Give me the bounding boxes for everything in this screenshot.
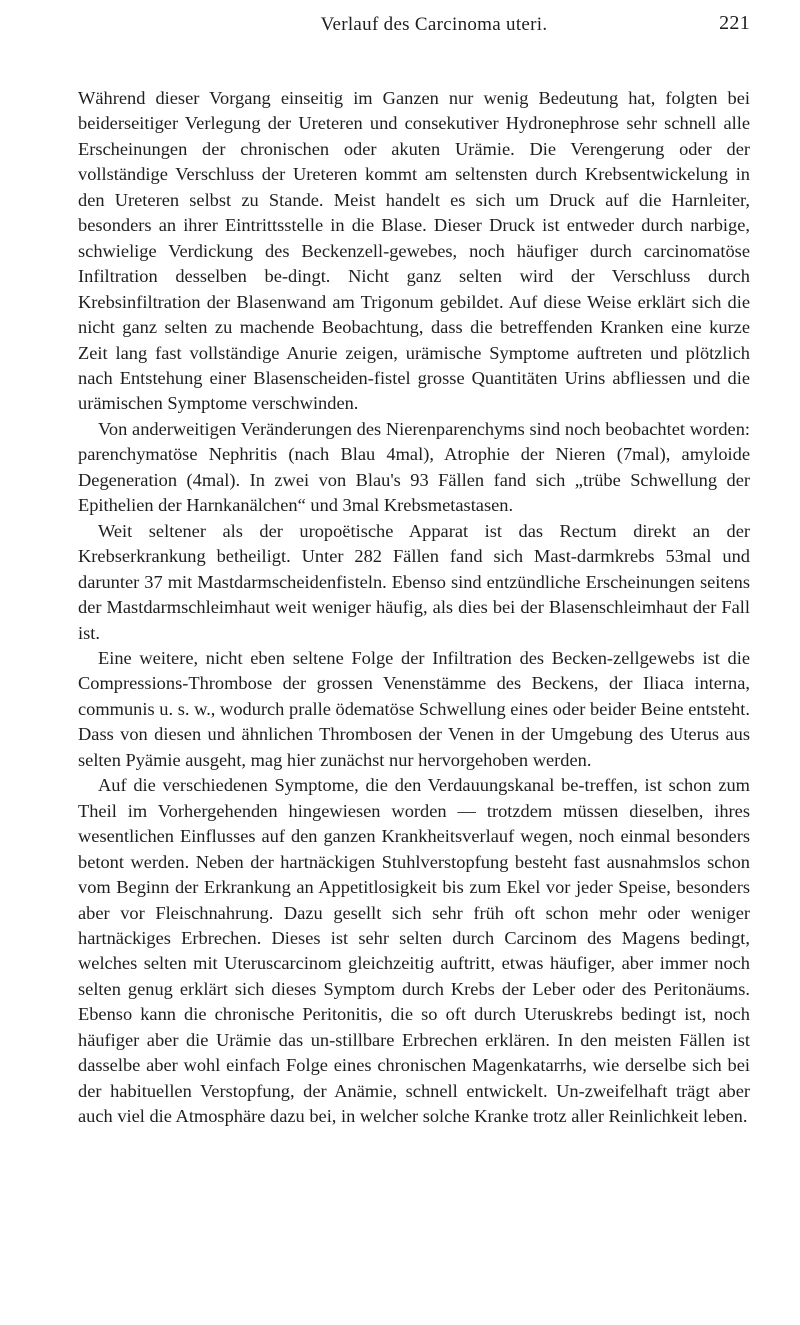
body-text [78,86,750,1130]
paragraph-rectum: Weit seltener als der uropoëtische Apparat ist das Rectum direkt an der Krebserkrankung betheiligt. Unter 282 Fällen fand sich Mast-darmkrebs 53mal und darunter 37 mit Mastdarmscheidenfisteln. Ebenso sind entzündliche Erscheinungen seitens der Mastdarmschleimhaut weit weniger häufig, als dies bei der Blasenschleimhaut der Fall ist. [78,520,750,643]
running-header [78,0,750,44]
paragraph-nierenparenchym: Von anderweitigen Veränderungen des Nierenparenchyms sind noch beobachtet worden: parenchymatöse Nephritis (nach Blau 4mal), Atrophie der Nieren (7mal), amyloide Degeneration (4mal). In zwei von Blau's 93 Fällen fand sich „trübe Schwellung der Epithelien der Harnkanälchen“ und 3mal Krebsmetastasen. [78,418,750,516]
running-title: Verlauf des Carcinoma uteri. [320,14,548,35]
paragraph-urämie: Während dieser Vorgang einseitig im Ganzen nur wenig Bedeutung hat, folgten bei beiderseitiger Verlegung der Ureteren und consekutiver Hydronephrose sehr schnell alle Erscheinungen der chronischen oder akuten Urämie. Die Verengerung oder der vollständige Verschluss der Ureteren kommt am seltensten durch Krebsentwickelung in den Ureteren selbst zu Stande. Meist handelt es sich um Druck auf die Harnleiter, besonders an ihrer Eintrittsstelle in die Blase. Dieser Druck ist entweder durch narbige, schwielige Verdickung des Beckenzell-gewebes, noch häufiger durch carcinomatöse Infiltration desselben be-dingt. Nicht ganz selten wird der Verschluss durch Krebsinfiltration der Blasenwand am Trigonum gebildet. Auf diese Weise erklärt sich die nicht ganz selten zu machende Beobachtung, dass die betreffenden Kranken eine kurze Zeit lang fast vollständige Anurie zeigen, urämische Symptome auftreten und plötzlich nach Entstehung einer Blasenscheiden-fistel grosse Quantitäten Urins abfliessen und die urämischen Symptome verschwinden. [78,88,750,414]
paragraph-thrombose: Eine weitere, nicht eben seltene Folge der Infiltration des Becken-zellgewebs ist die Compressions-Thrombose der grossen Venenstämme des Beckens, der Iliaca interna, communis u. s. w., wodurch pralle ödematöse Schwellung eines oder beider Beine entsteht. Dass von diesen und ähnlichen Thrombosen der Venen in der Umgebung des Uterus aus selten Pyämie ausgeht, mag hier zunächst nur hervorgehoben werden. [78,647,750,770]
page-number: 221 [719,12,750,34]
paragraph-verdauungskanal: Auf die verschiedenen Symptome, die den Verdauungskanal be-treffen, ist schon zum Theil im Vorhergehenden hingewiesen worden — trotzdem müssen dieselben, ihres wesentlichen Einflusses auf den ganzen Krankheitsverlauf wegen, noch einmal besonders betont werden. Neben der hartnäckigen Stuhlverstopfung besteht fast ausnahmslos schon vom Beginn der Erkrankung an Appetitlosigkeit bis zum Ekel vor jeder Speise, besonders aber vor Fleischnahrung. Dazu gesellt sich sehr früh oft schon mehr oder weniger hartnäckiges Erbrechen. Dieses ist sehr selten durch Carcinom des Magens bedingt, welches selten mit Uteruscarcinom gleichzeitig auftritt, etwas häufiger, aber immer noch selten genug erklärt sich dieses Symptom durch Krebs der Leber oder des Peritonäums. Ebenso kann die chronische Peritonitis, die so oft durch Uteruskrebs bedingt ist, noch häufiger aber die Urämie das un-stillbare Erbrechen erklären. In den meisten Fällen ist dasselbe aber wohl einfach Folge eines chronischen Magenkatarrhs, wie derselbe sich bei der habituellen Verstopfung, der Anämie, schnell entwickelt. Un-zweifelhaft trägt aber auch viel die Atmosphäre dazu bei, in welcher solche Kranke trotz aller Reinlichkeit leben. [78,775,750,1127]
